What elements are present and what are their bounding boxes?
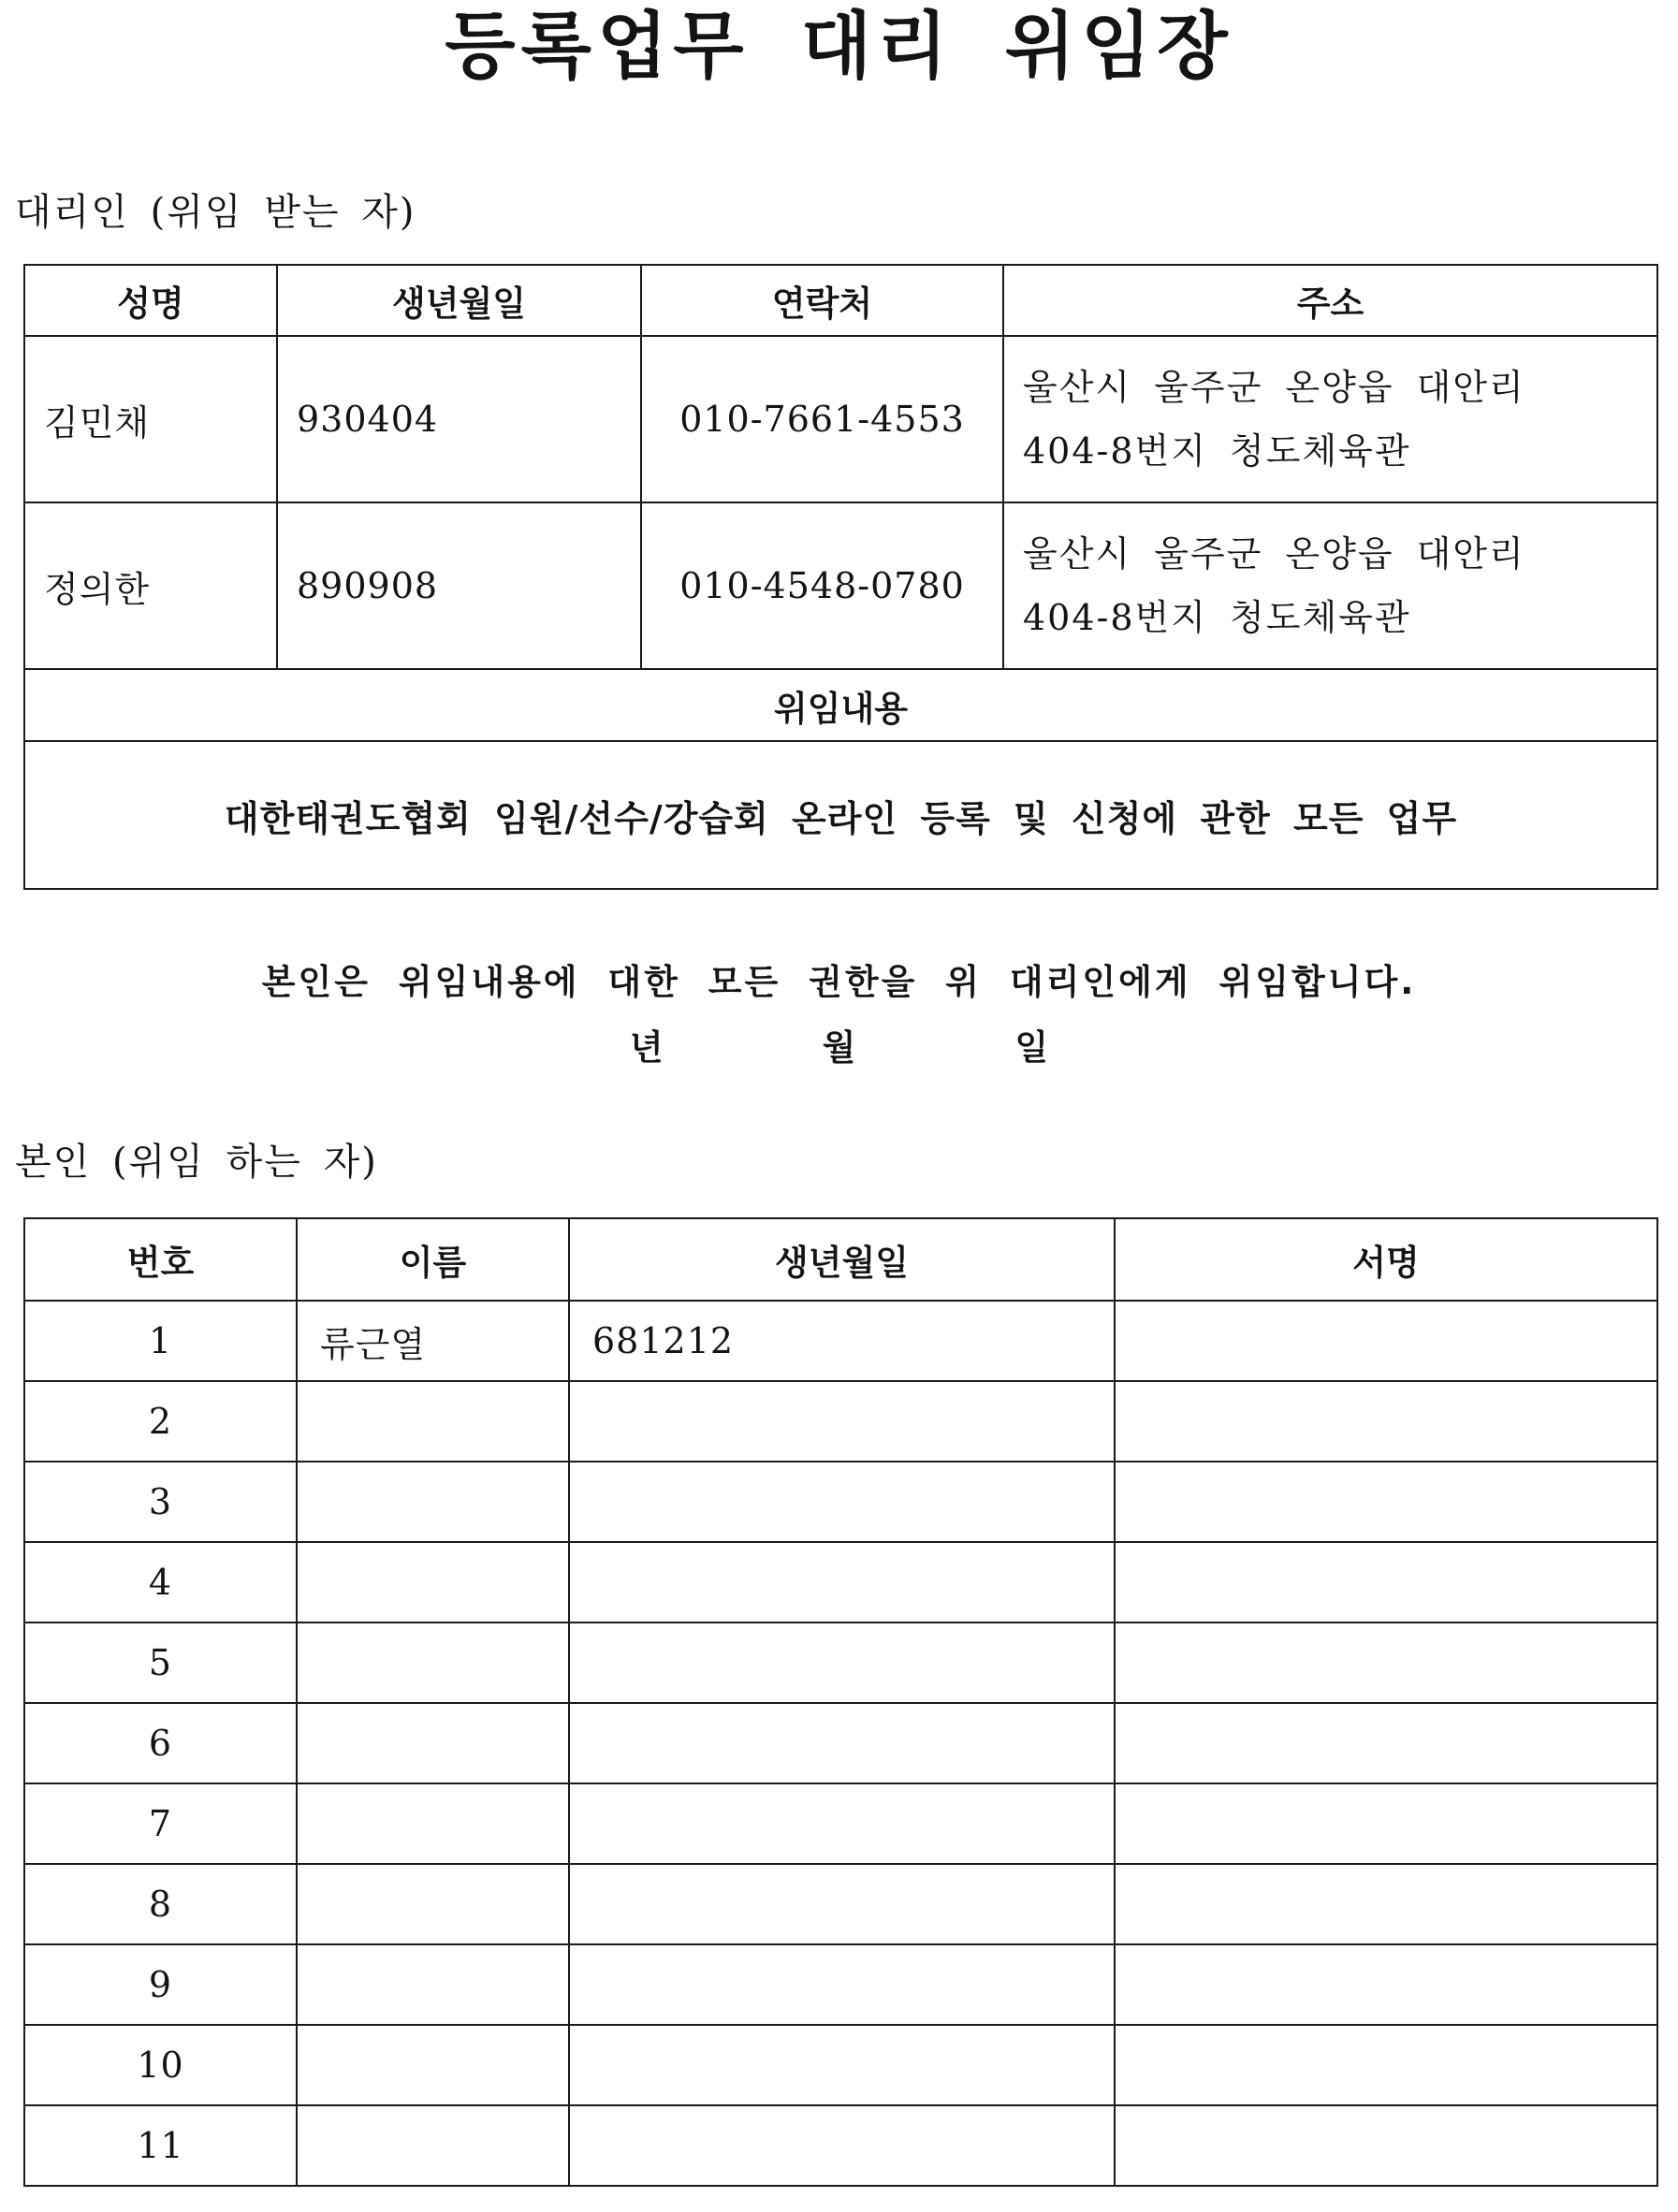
principal-number: 3: [24, 1462, 297, 1542]
agent-address: [1003, 336, 1657, 502]
principal-name[interactable]: [297, 1864, 569, 1944]
principal-signature[interactable]: [1115, 1703, 1657, 1783]
principal-row: [24, 1462, 1657, 1542]
principal-number: 1: [24, 1301, 297, 1381]
principal-header-name: 이름: [297, 1218, 569, 1301]
principal-name[interactable]: [297, 1542, 569, 1623]
principal-header-number: 번호: [24, 1218, 297, 1301]
principal-rows: [24, 1301, 1657, 2186]
principal-name[interactable]: [297, 2105, 569, 2186]
principal-number: 2: [24, 1381, 297, 1462]
principal-number: 8: [24, 1864, 297, 1944]
agent-header-address: 주소: [1003, 265, 1657, 336]
mandate-header: 위임내용: [24, 669, 1657, 741]
principal-number: 5: [24, 1623, 297, 1703]
principal-row: [24, 1301, 1657, 1381]
principal-name[interactable]: [297, 1703, 569, 1783]
principal-row: [24, 1944, 1657, 2025]
agent-table: [23, 264, 1658, 890]
agent-address-line2: 404-8번지 청도체육관: [1023, 430, 1411, 472]
agent-contact: 010-4548-0780: [641, 502, 1003, 669]
agent-contact: 010-7661-4553: [641, 336, 1003, 502]
principal-signature[interactable]: [1115, 2025, 1657, 2105]
principal-birth[interactable]: [569, 1864, 1115, 1944]
agent-row: [24, 502, 1657, 669]
agent-name: 정의한: [24, 502, 277, 669]
principal-signature[interactable]: [1115, 1462, 1657, 1542]
document-title: 등록업무 대리 위임장: [445, 5, 1233, 89]
principal-row: [24, 1703, 1657, 1783]
agent-row: [24, 336, 1657, 502]
principal-number: 11: [24, 2105, 297, 2186]
principal-name[interactable]: 류근열: [297, 1301, 569, 1381]
principal-row: [24, 2105, 1657, 2186]
principal-birth[interactable]: [569, 1542, 1115, 1623]
principal-signature[interactable]: [1115, 1944, 1657, 2025]
principal-table: [23, 1217, 1658, 2187]
principal-name[interactable]: [297, 1944, 569, 2025]
principal-birth[interactable]: [569, 1783, 1115, 1864]
agent-birth: 890908: [277, 502, 641, 669]
principal-row: [24, 1864, 1657, 1944]
principal-header-signature: 서명: [1115, 1218, 1657, 1301]
principal-birth[interactable]: [569, 1623, 1115, 1703]
agent-address-line1: 울산시 울주군 온양읍 대안리: [1023, 533, 1525, 575]
delegation-statement: 본인은 위임내용에 대한 모든 권한을 위 대리인에게 위임합니다.: [261, 962, 1417, 1002]
principal-birth[interactable]: [569, 1462, 1115, 1542]
agent-header-birth: 생년월일: [277, 265, 641, 336]
principal-number: 10: [24, 2025, 297, 2105]
principal-birth[interactable]: [569, 1944, 1115, 2025]
mandate-content: 대한태권도협회 임원/선수/강습회 온라인 등록 및 신청에 관한 모든 업무: [24, 741, 1657, 889]
principal-birth[interactable]: 681212: [569, 1301, 1115, 1381]
mandate-content-row: [24, 741, 1657, 889]
date-line: [0, 1020, 1678, 1076]
principal-row: [24, 1783, 1657, 1864]
principal-name[interactable]: [297, 1783, 569, 1864]
principal-signature[interactable]: [1115, 2105, 1657, 2186]
principal-signature[interactable]: [1115, 1381, 1657, 1462]
principal-row: [24, 1542, 1657, 1623]
agent-section-label: 대리인 (위임 받는 자): [15, 191, 416, 234]
principal-row: [24, 1381, 1657, 1462]
principal-number: 9: [24, 1944, 297, 2025]
date-month-label: 월: [822, 1027, 856, 1068]
principal-birth[interactable]: [569, 1703, 1115, 1783]
mandate-header-row: [24, 669, 1657, 741]
agent-header-contact: 연락처: [641, 265, 1003, 336]
principal-signature[interactable]: [1115, 1623, 1657, 1703]
agent-address: [1003, 502, 1657, 669]
principal-signature[interactable]: [1115, 1542, 1657, 1623]
principal-signature[interactable]: [1115, 1783, 1657, 1864]
principal-number: 7: [24, 1783, 297, 1864]
date-day-label: 일: [1014, 1027, 1049, 1068]
principal-birth[interactable]: [569, 1381, 1115, 1462]
principal-birth[interactable]: [569, 2025, 1115, 2105]
principal-section-label: 본인 (위임 하는 자): [15, 1141, 378, 1184]
agent-birth: 930404: [277, 336, 641, 502]
principal-header-birth: 생년월일: [569, 1218, 1115, 1301]
principal-name[interactable]: [297, 1381, 569, 1462]
agent-header-name: 성명: [24, 265, 277, 336]
agent-address-line2: 404-8번지 청도체육관: [1023, 597, 1411, 638]
principal-header-row: [24, 1218, 1657, 1301]
principal-name[interactable]: [297, 1623, 569, 1703]
date-year-label: 년: [629, 1027, 664, 1068]
principal-number: 4: [24, 1542, 297, 1623]
agent-address-line1: 울산시 울주군 온양읍 대안리: [1023, 367, 1525, 408]
principal-row: [24, 1623, 1657, 1703]
principal-number: 6: [24, 1703, 297, 1783]
principal-signature[interactable]: [1115, 1301, 1657, 1381]
principal-row: [24, 2025, 1657, 2105]
agent-name: 김민채: [24, 336, 277, 502]
principal-name[interactable]: [297, 1462, 569, 1542]
principal-birth[interactable]: [569, 2105, 1115, 2186]
agent-header-row: [24, 265, 1657, 336]
principal-name[interactable]: [297, 2025, 569, 2105]
principal-signature[interactable]: [1115, 1864, 1657, 1944]
